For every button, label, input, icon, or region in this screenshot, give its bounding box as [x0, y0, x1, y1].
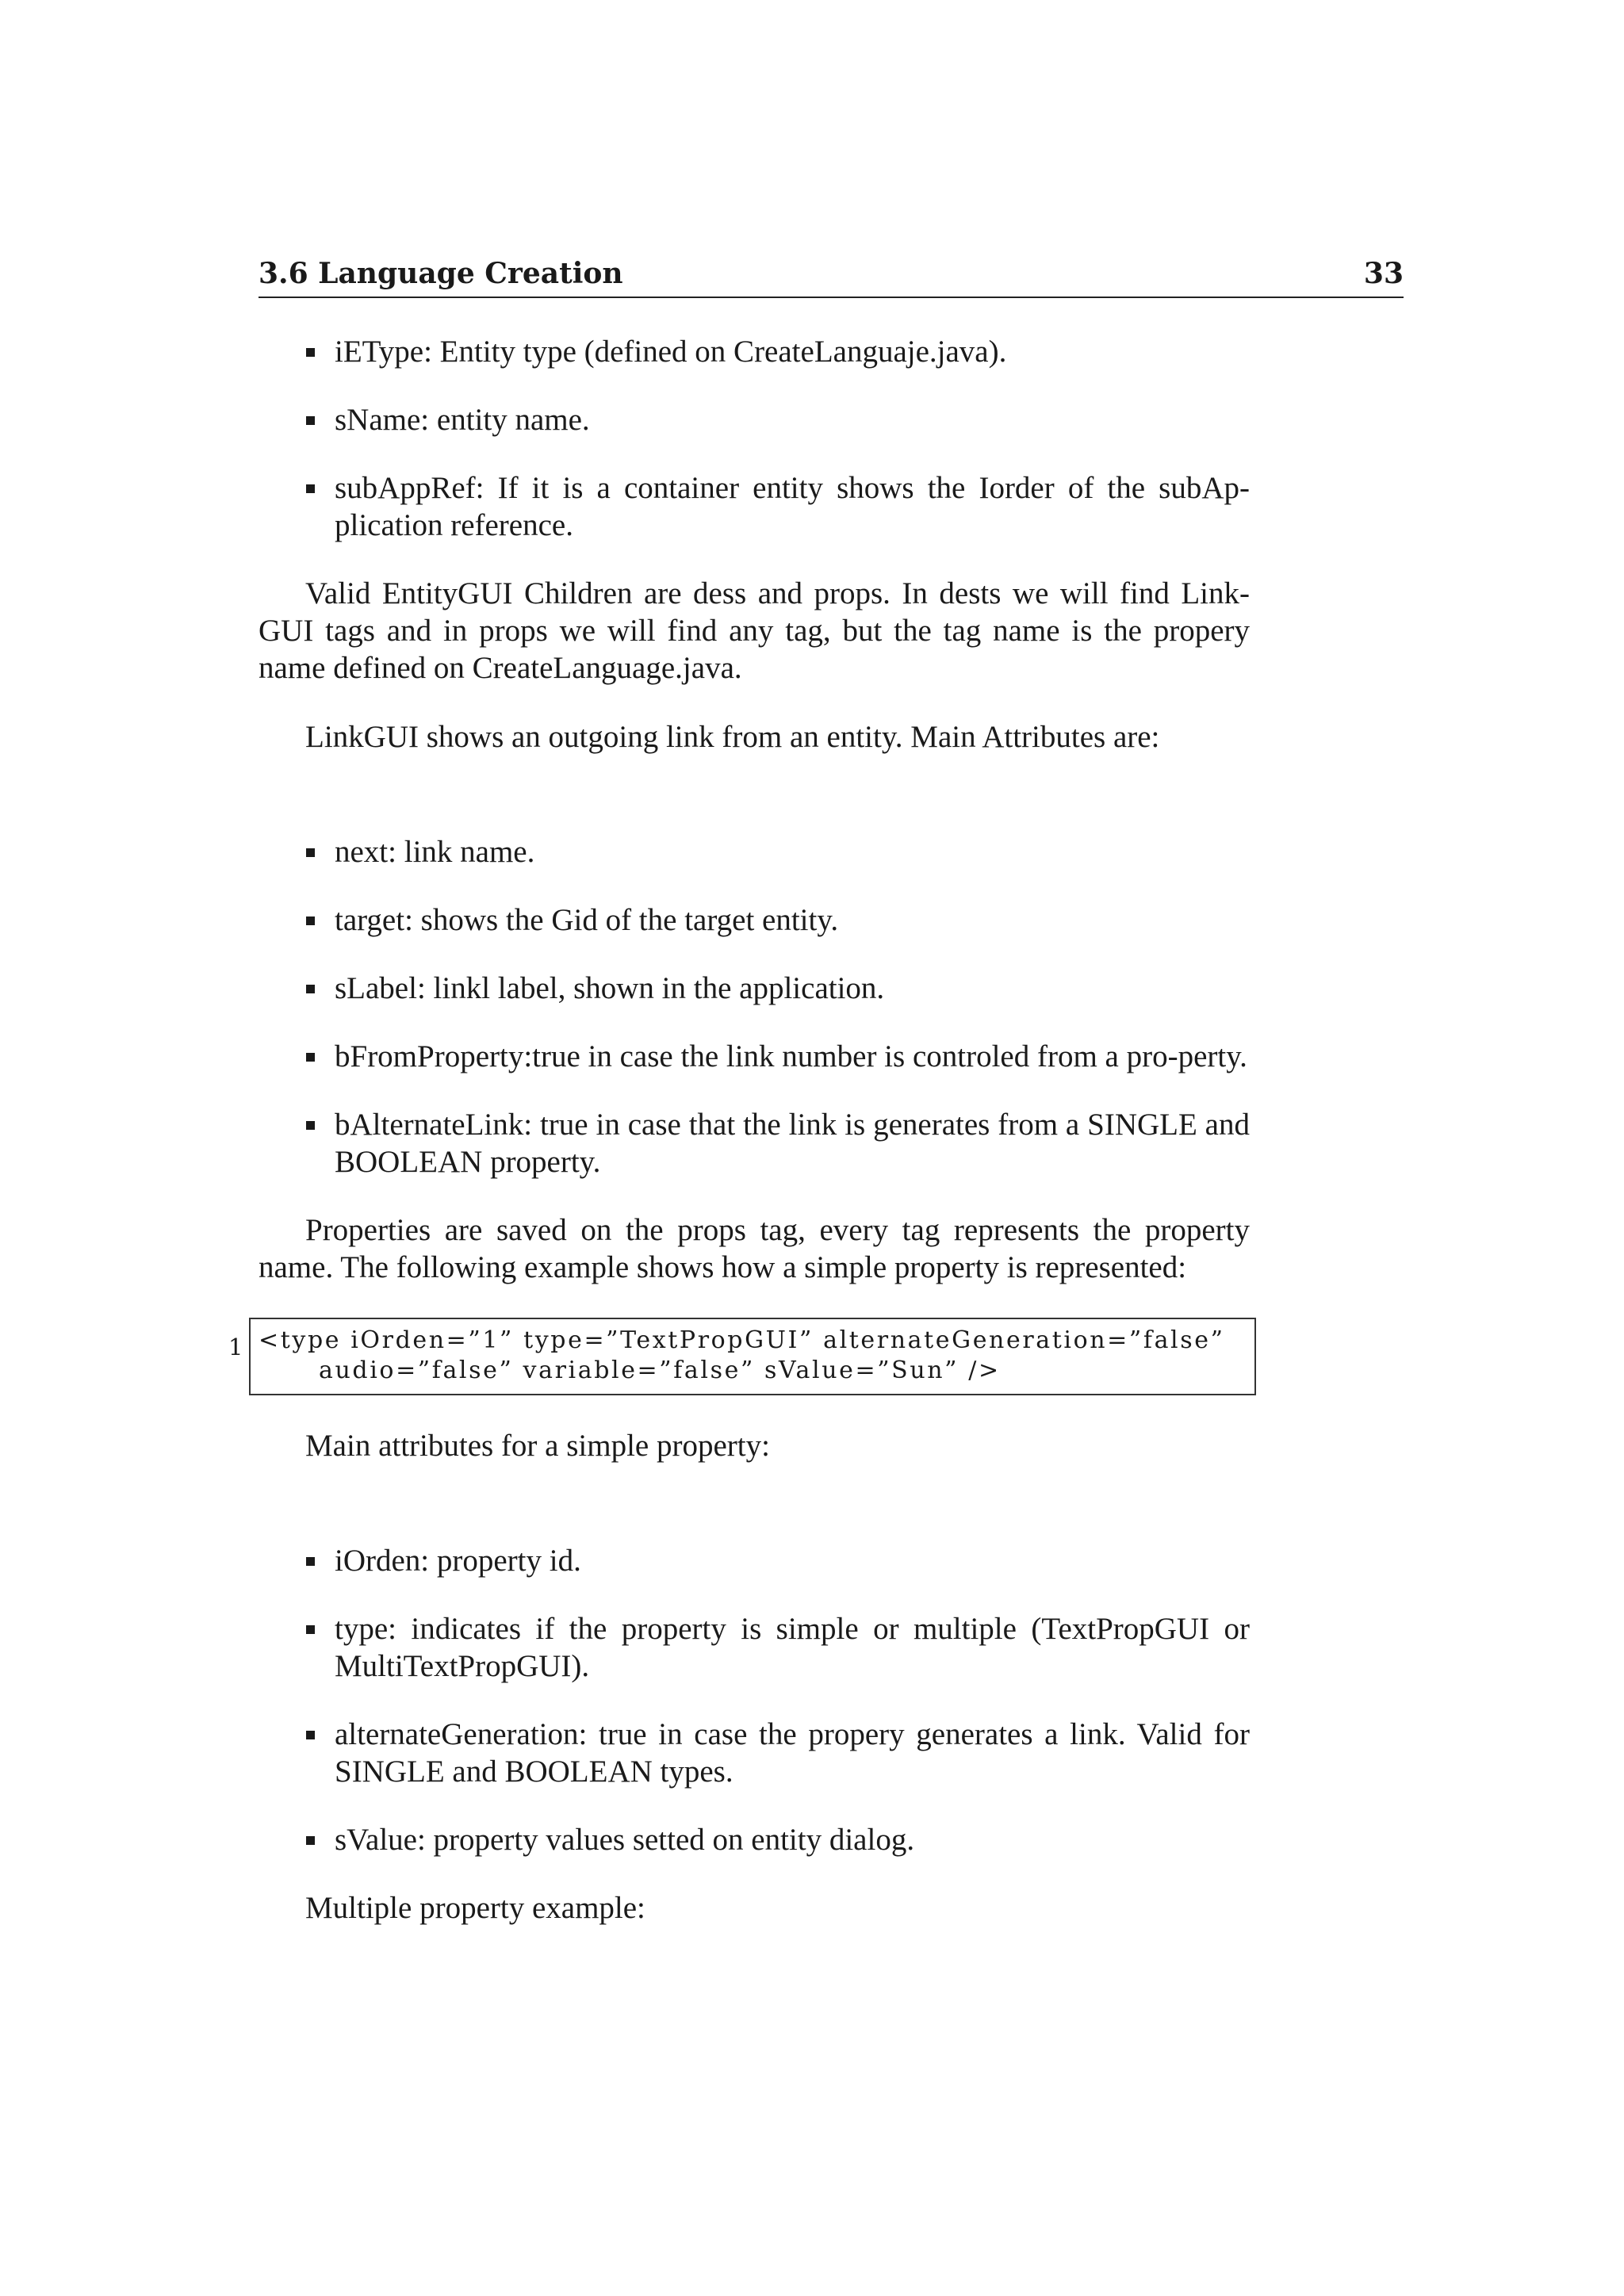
square-bullet-icon — [306, 1053, 315, 1062]
list-item: next: link name. — [259, 833, 1250, 871]
list-item: iOrden: property id. — [259, 1542, 1250, 1579]
page-number: 33 — [1363, 257, 1404, 290]
list-item: iEType: Entity type (defined on CreateLanguaje.java). — [259, 333, 1250, 370]
code-line-number: 1 — [228, 1334, 243, 1360]
square-bullet-icon — [306, 916, 315, 925]
square-bullet-icon — [306, 1557, 315, 1566]
code-box — [249, 1318, 1256, 1395]
square-bullet-icon — [306, 1731, 315, 1739]
list-item: type: indicates if the property is simple or multiple (TextPropGUI or MultiTextPropGUI). — [259, 1610, 1250, 1685]
property-attribute-list — [259, 1542, 1250, 1858]
square-bullet-icon — [306, 1625, 315, 1634]
list-item: bFromProperty:true in case the link number is controled from a pro-perty. — [259, 1038, 1250, 1075]
square-bullet-icon — [306, 1836, 315, 1845]
paragraph-multiple-property-intro: Multiple property example: — [305, 1891, 645, 1925]
body-text — [228, 333, 1250, 1958]
code-line: <type iOrden=”1” type=”TextPropGUI” alternateGeneration=”false” — [259, 1326, 1225, 1354]
code-line-continuation: audio=”false” variable=”false” sValue=”Sun” /> — [319, 1357, 1001, 1384]
section-title: 3.6 Language Creation — [259, 257, 623, 290]
square-bullet-icon — [306, 848, 315, 857]
square-bullet-icon — [306, 484, 315, 493]
list-item: sLabel: linkl label, shown in the application. — [259, 970, 1250, 1007]
entity-attribute-list — [259, 333, 1250, 544]
list-item: sName: entity name. — [259, 401, 1250, 438]
link-attribute-list — [259, 833, 1250, 1181]
list-item: sValue: property values setted on entity dialog. — [259, 1821, 1250, 1858]
paragraph-properties-intro: Properties are saved on the props tag, every tag represents the property name. The following example shows how a simple property is represented: — [259, 1213, 1250, 1284]
list-item: alternateGeneration: true in case the propery generates a link. Valid for SINGLE and BOOLEAN types. — [259, 1716, 1250, 1790]
paragraph-simple-property-intro: Main attributes for a simple property: — [305, 1429, 770, 1463]
square-bullet-icon — [306, 416, 315, 425]
paragraph-entitygui-children: Valid EntityGUI Children are dess and props. In dests we will find Link-GUI tags and in props we will find any tag, but the tag name is the propery name defined on CreateLanguage.java. — [259, 576, 1250, 685]
square-bullet-icon — [306, 985, 315, 993]
list-item: target: shows the Gid of the target entity. — [259, 901, 1250, 939]
square-bullet-icon — [306, 348, 315, 357]
code-listing — [228, 1318, 1256, 1395]
list-item: bAlternateLink: true in case that the link is generates from a SINGLE and BOOLEAN property. — [259, 1106, 1250, 1181]
paragraph-linkgui-intro: LinkGUI shows an outgoing link from an entity. Main Attributes are: — [305, 720, 1160, 754]
list-item: subAppRef: If it is a container entity shows the Iorder of the subAp-plication reference. — [259, 469, 1250, 544]
running-header — [259, 255, 1404, 298]
square-bullet-icon — [306, 1121, 315, 1130]
